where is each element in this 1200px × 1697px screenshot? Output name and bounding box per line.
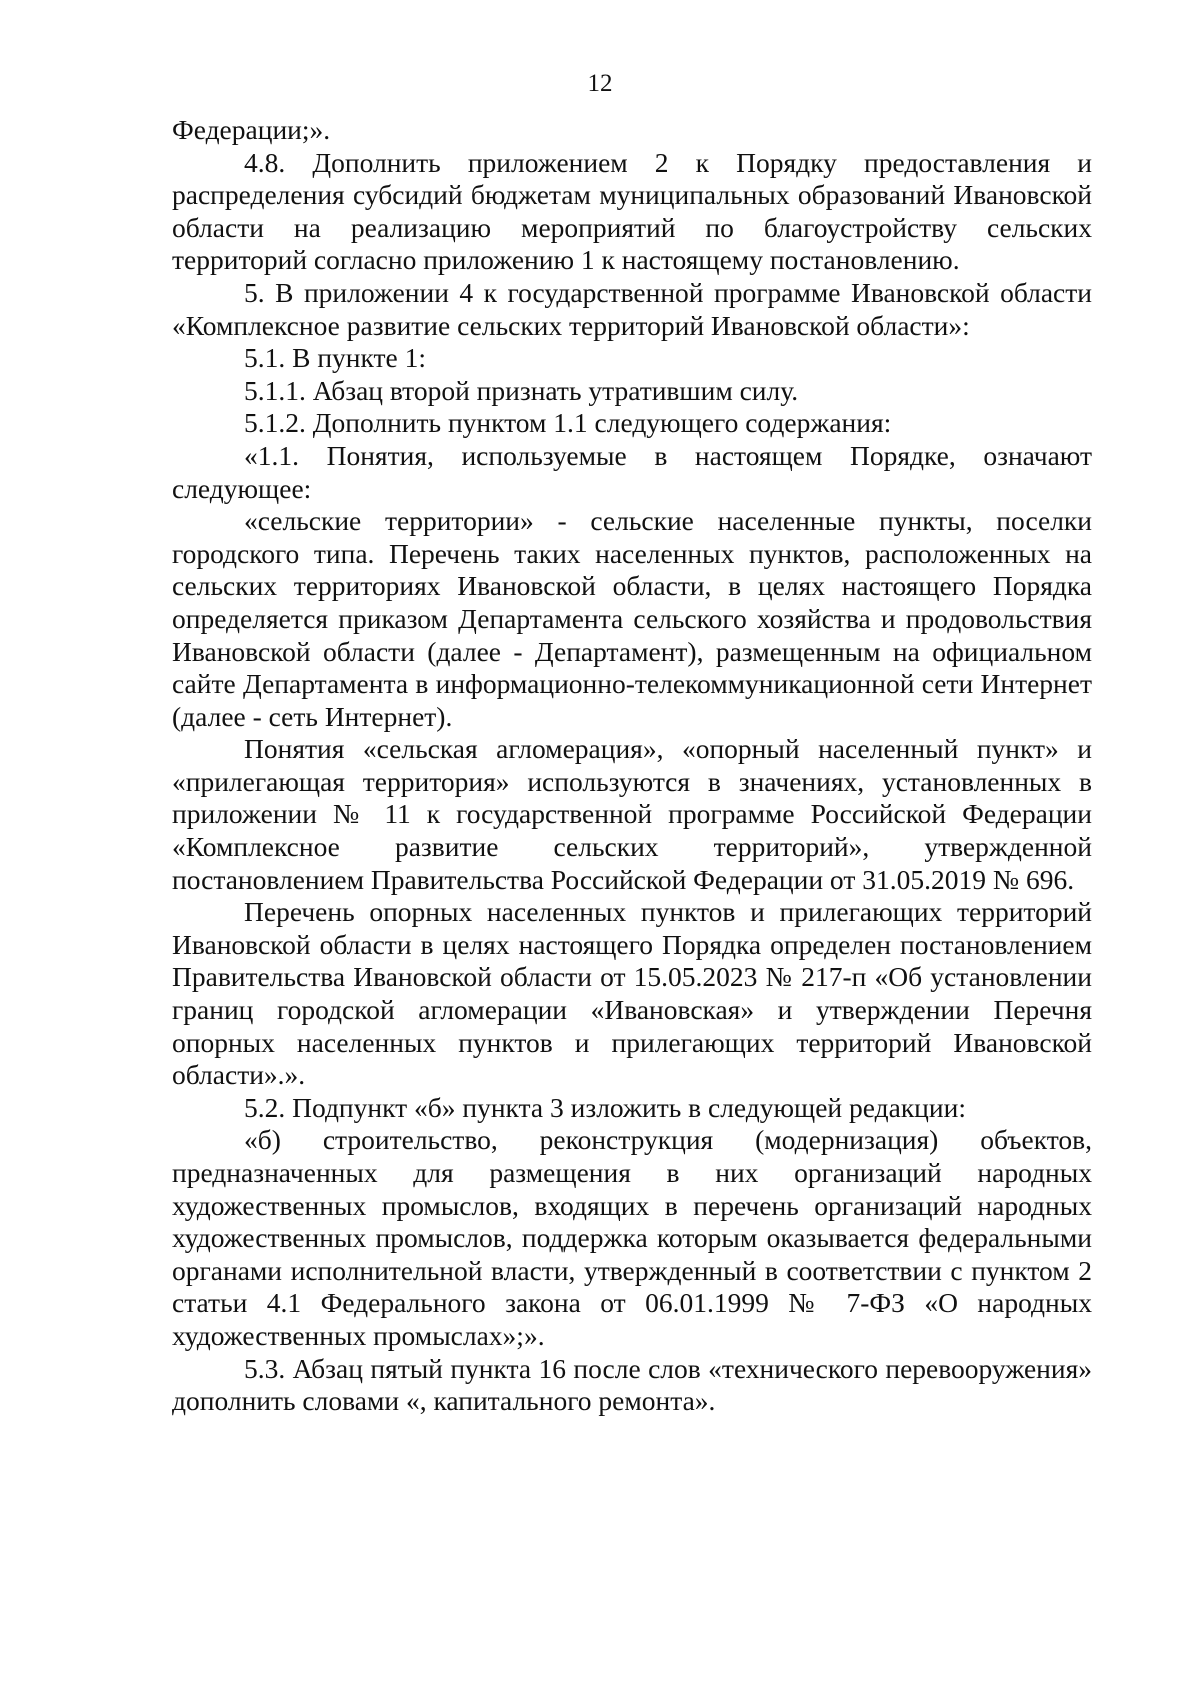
paragraph-1-1-definitions: «1.1. Понятия, используемые в настоящем Порядке, означают следующее: [172,439,1092,504]
paragraph-5-1-2: 5.1.2. Дополнить пунктом 1.1 следующего содержания: [244,407,892,439]
paragraph-5-1-1: 5.1.1. Абзац второй признать утратившим силу. [244,374,799,406]
paragraph-5-3: 5.3. Абзац пятый пункта 16 после слов «технического перевооружения» дополнить словами «, капитального ремонта». [172,1352,1092,1417]
paragraph-support-settlements-list: Перечень опорных населенных пунктов и прилегающих территорий Ивановской области в целях настоящего Порядка определен постановлением Правительства Ивановской области от 15.05.2023 № 217-п «Об установлении границ городской агломерации «Ивановская» и утверждении Перечня опорных населенных пунктов и прилегающих территорий Ивановской области».». [172,896,1092,1091]
paragraph-5-1: 5.1. В пункте 1: [244,342,427,374]
page-number: 12 [587,70,613,97]
document-body [172,114,1092,1418]
paragraph-4-8: 4.8. Дополнить приложением 2 к Порядку предоставления и распределения субсидий бюджетам муниципальных образований Ивановской области на реализацию мероприятий по благоустройству сельских территорий согласно приложению 1 к настоящему постановлению. [172,146,1092,276]
paragraph-subitem-b: «б) строительство, реконструкция (модернизация) объектов, предназначенных для размещения в них организаций народных художественных промыслов, входящих в перечень организаций народных художественных промыслов, поддержка которым оказывается федеральными органами исполнительной власти, утвержденный в соответствии с пунктом 2 статьи 4.1 Федерального закона от 06.01.1999 № 7-ФЗ «О народных художественных промыслах»;». [172,1124,1092,1351]
paragraph-5: 5. В приложении 4 к государственной программе Ивановской области «Комплексное развитие сельских территорий Ивановской области»: [172,276,1092,341]
paragraph-agglomeration-concepts: Понятия «сельская агломерация», «опорный населенный пункт» и «прилегающая территория» используются в значениях, установленных в приложении № 11 к государственной программе Российской Федерации «Комплексное развитие сельских территорий», утвержденной постановлением Правительства Российской Федерации от 31.05.2019 № 696. [172,733,1092,895]
paragraph: Федерации;». [172,114,331,145]
paragraph-5-2: 5.2. Подпункт «б» пункта 3 изложить в следующей редакции: [244,1091,966,1123]
paragraph-rural-territories: «сельские территории» - сельские населенные пункты, поселки городского типа. Перечень таких населенных пунктов, расположенных на сельских территориях Ивановской области, в целях настоящего Порядка определяется приказом Департамента сельского хозяйства и продовольствия Ивановской области (далее - Департамент), размещенным на официальном сайте Департамента в информационно-телекоммуникационной сети Интернет (далее - сеть Интернет). [172,505,1092,732]
